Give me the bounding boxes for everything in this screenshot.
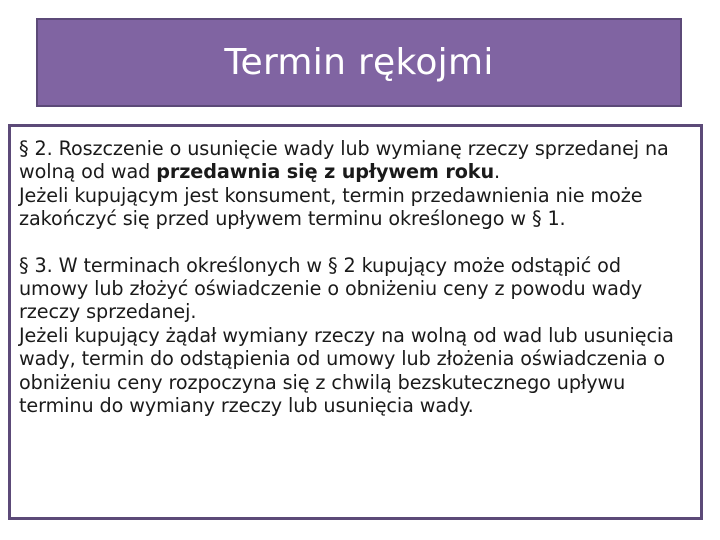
section-3-paragraph: § 3. W terminach określonych w § 2 kupujący może odstąpić od umowy lub złożyć oświadczenie o obniżeniu ceny z powodu wady rzeczy sprzedanej. [19,253,643,324]
paragraph-spacer [19,231,692,254]
section-2-text: § 2. Roszczenie o usunięcie wady lub wymianę rzeczy sprzedanej na wolną od wad [19,137,669,184]
title-banner [36,18,682,107]
section-2-bold-text: przedawnia się z upływem roku [156,160,495,184]
section-2-paragraph [19,137,692,184]
section-2-period: . [494,160,501,184]
section-2-consumer-paragraph: Jeżeli kupującym jest konsument, termin przedawnienia nie może zakończyć się przed upływem terminu określonego w § 1. [19,183,643,231]
section-3-replacement-paragraph: Jeżeli kupujący żądał wymiany rzeczy na wolną od wad lub usunięcia wady, termin do odstąpienia od umowy lub złożenia oświadczenia o obniżeniu ceny rozpoczyna się z chwilą bezskutecznego upływu terminu do wymiany rzeczy lub usunięcia wady. [19,323,674,418]
content-box [8,124,703,520]
slide-title: Termin rękojmi [224,42,494,83]
